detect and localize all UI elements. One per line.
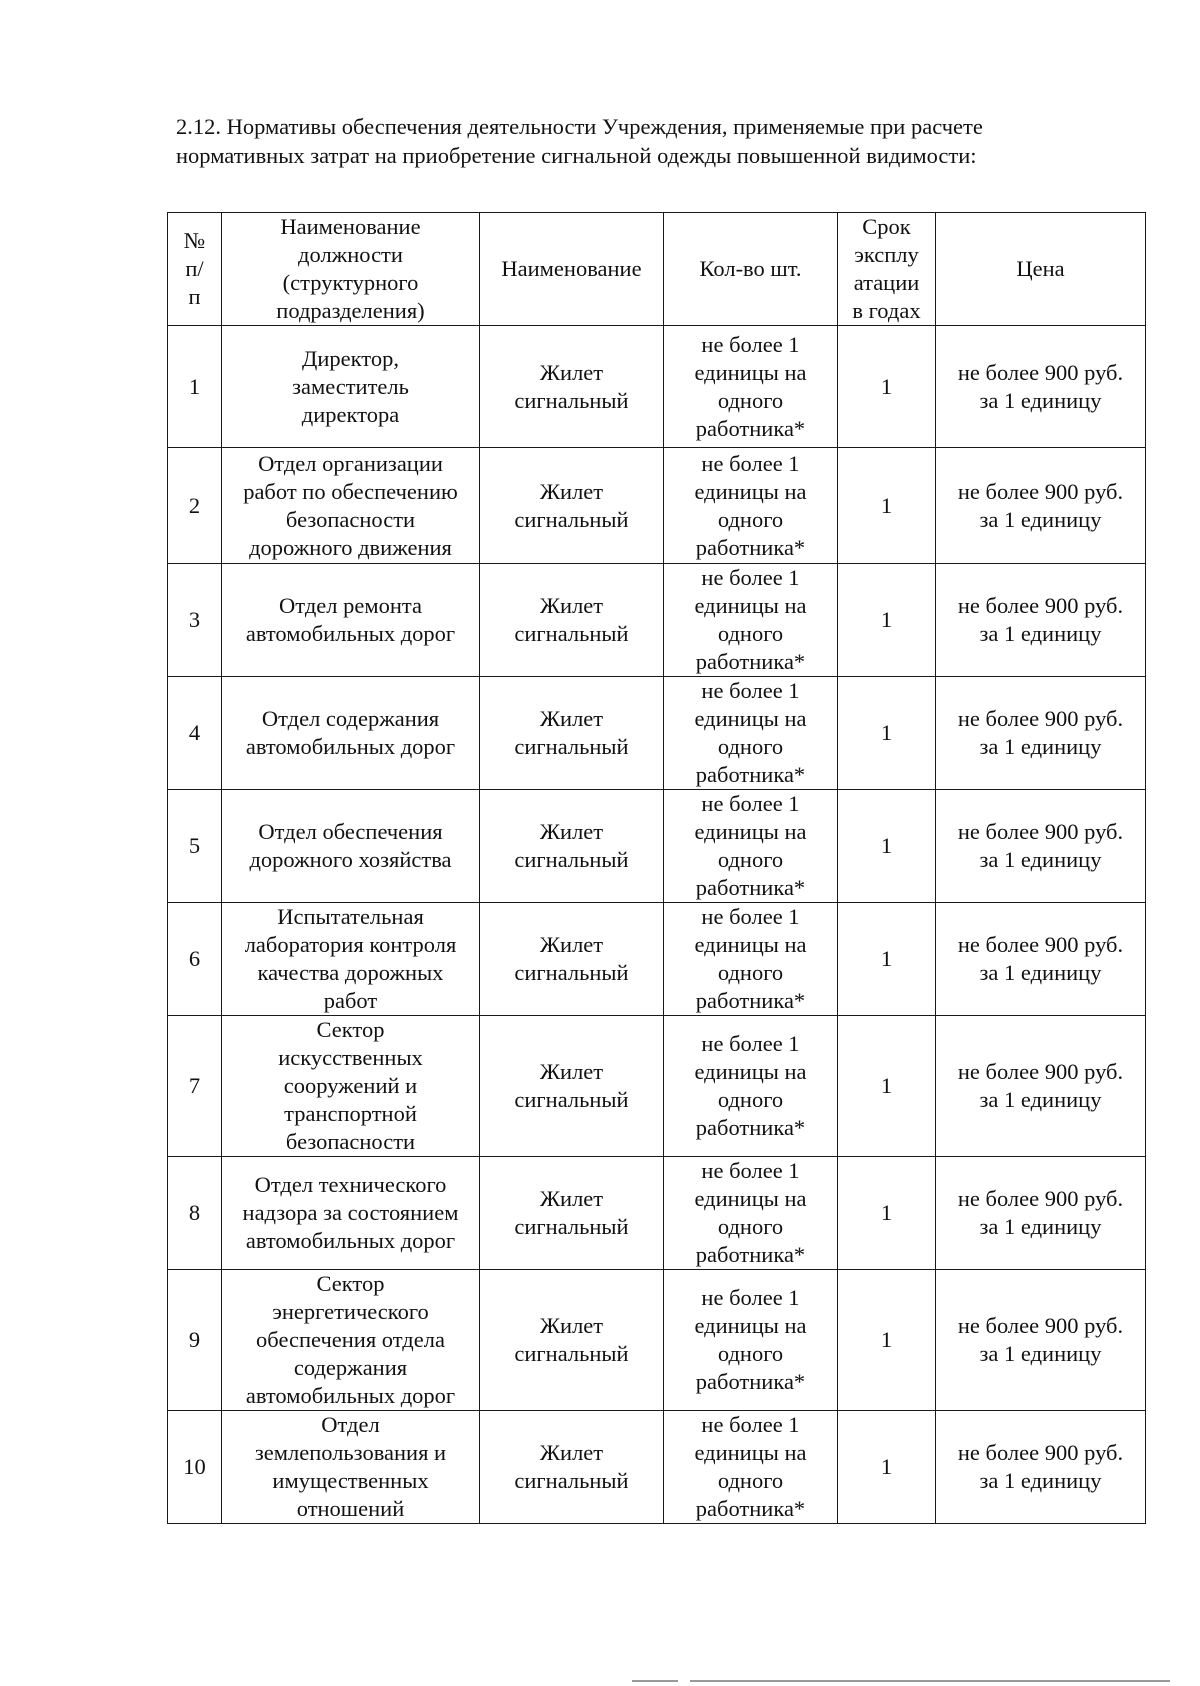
- cell-price: [936, 790, 1146, 903]
- cell-line: Жилет: [539, 932, 604, 957]
- cell-line: сигнальный: [514, 1341, 629, 1366]
- cell-line: Отдел организации: [258, 450, 443, 476]
- cell-line: энергетического: [272, 1299, 429, 1324]
- cell-line: сигнальный: [514, 1214, 629, 1239]
- cell-position: [222, 677, 480, 790]
- cell-line: не более 1: [701, 678, 800, 703]
- cell-position: [222, 1270, 480, 1411]
- cell-term: 1: [838, 564, 936, 677]
- cell-line: работника*: [695, 762, 806, 787]
- cell-price: [936, 448, 1146, 564]
- cell-line: в годах: [852, 298, 921, 323]
- cell-position: [222, 1016, 480, 1157]
- cell-position: [222, 790, 480, 903]
- cell-line: Отдел технического: [254, 1172, 447, 1197]
- cell-qty: [664, 1411, 838, 1524]
- cell-num: 4: [168, 677, 222, 790]
- cell-term: 1: [838, 903, 936, 1016]
- cell-line: сигнальный: [514, 1087, 629, 1112]
- cell-qty: [664, 326, 838, 448]
- table-row: [168, 326, 1146, 448]
- cell-price: [936, 1411, 1146, 1524]
- cell-item: [480, 1016, 664, 1157]
- header-price: [936, 213, 1146, 326]
- cell-line: должности: [298, 242, 403, 267]
- cell-line: одного: [717, 847, 784, 872]
- cell-line: сигнальный: [514, 506, 629, 532]
- cell-qty: [664, 1016, 838, 1157]
- cell-line: работника*: [695, 875, 806, 900]
- cell-line: единицы на: [694, 1186, 807, 1211]
- cell-term: 1: [838, 790, 936, 903]
- cell-line: Кол-во шт.: [699, 256, 802, 281]
- cell-line: Отдел содержания: [261, 706, 440, 731]
- cell-num: 8: [168, 1157, 222, 1270]
- cell-line: автомобильных дорог: [245, 734, 456, 759]
- cell-line: не более 1: [701, 1285, 800, 1310]
- cell-line: землепользования и: [254, 1440, 447, 1465]
- intro-line-2: нормативных затрат на приобретение сигнальной одежды повышенной видимости:: [176, 143, 977, 168]
- cell-line: Жилет: [539, 593, 604, 618]
- cell-line: не более 900 руб.: [957, 359, 1124, 385]
- cell-line: не более 900 руб.: [957, 1186, 1124, 1211]
- cell-line: не более 1: [701, 331, 800, 357]
- cell-line: заместитель: [292, 373, 409, 399]
- table-row: [168, 448, 1146, 564]
- cell-line: №: [183, 228, 206, 253]
- cell-line: отношений: [296, 1496, 405, 1521]
- cell-item: [480, 1411, 664, 1524]
- cell-line: не более 900 руб.: [957, 593, 1124, 618]
- cell-line: единицы на: [694, 359, 807, 385]
- cell-line: атации: [853, 270, 920, 295]
- cell-line: сигнальный: [514, 1468, 629, 1493]
- cell-line: п: [188, 284, 201, 309]
- table-body: [168, 326, 1146, 1524]
- cell-price: [936, 1016, 1146, 1157]
- cell-position: [222, 564, 480, 677]
- cell-num: 6: [168, 903, 222, 1016]
- cell-line: п/: [185, 256, 204, 281]
- cell-line: имущественных: [272, 1468, 429, 1493]
- cell-line: (структурного: [282, 270, 419, 295]
- cell-line: Жилет: [539, 359, 604, 385]
- cell-line: подразделения): [276, 298, 425, 323]
- header-position: [222, 213, 480, 326]
- cell-line: Испытательная: [277, 904, 424, 929]
- cell-line: одного: [717, 506, 784, 532]
- cell-line: Цена: [1016, 256, 1065, 281]
- header-num: [168, 213, 222, 326]
- cell-qty: [664, 677, 838, 790]
- cell-qty: [664, 1157, 838, 1270]
- table-row: [168, 1016, 1146, 1157]
- cell-num: 1: [168, 326, 222, 448]
- cell-position: [222, 448, 480, 564]
- cell-qty: [664, 1270, 838, 1411]
- cell-line: Жилет: [539, 706, 604, 731]
- cell-num: 5: [168, 790, 222, 903]
- cell-line: Жилет: [539, 1059, 604, 1084]
- cell-price: [936, 677, 1146, 790]
- cell-line: одного: [717, 1341, 784, 1366]
- cell-line: за 1 единицу: [979, 621, 1102, 646]
- cell-position: [222, 326, 480, 448]
- cell-term: 1: [838, 326, 936, 448]
- cell-line: за 1 единицу: [979, 1087, 1102, 1112]
- cell-line: работника*: [695, 415, 806, 441]
- cell-line: работника*: [695, 988, 806, 1013]
- cell-num: 2: [168, 448, 222, 564]
- header-item: [480, 213, 664, 326]
- cell-line: не более 1: [701, 904, 800, 929]
- cell-line: единицы на: [694, 819, 807, 844]
- cell-line: Жилет: [539, 1440, 604, 1465]
- cell-line: Наименование: [280, 214, 421, 239]
- cell-line: Сектор: [316, 1271, 385, 1296]
- cell-term: 1: [838, 1016, 936, 1157]
- cell-line: искусственных: [278, 1045, 423, 1070]
- cell-line: работника*: [695, 1369, 806, 1394]
- cell-line: Наименование: [501, 256, 642, 281]
- cell-line: Срок: [862, 214, 911, 239]
- cell-position: [222, 1157, 480, 1270]
- cell-line: не более 900 руб.: [957, 1313, 1124, 1338]
- cell-line: Жилет: [539, 1313, 604, 1338]
- cell-line: одного: [717, 621, 784, 646]
- cell-line: автомобильных дорог: [245, 1383, 456, 1408]
- cell-num: 3: [168, 564, 222, 677]
- cell-num: 10: [168, 1411, 222, 1524]
- cell-term: 1: [838, 1157, 936, 1270]
- table-row: [168, 790, 1146, 903]
- cell-line: Жилет: [539, 1186, 604, 1211]
- cell-line: лаборатория контроля: [244, 932, 457, 957]
- cell-line: работника*: [695, 1496, 806, 1521]
- cell-line: сигнальный: [514, 387, 629, 413]
- cell-line: не более 1: [701, 450, 800, 476]
- cell-price: [936, 326, 1146, 448]
- cell-line: содержания: [293, 1355, 408, 1380]
- cell-item: [480, 677, 664, 790]
- cell-term: 1: [838, 448, 936, 564]
- cell-price: [936, 564, 1146, 677]
- cell-line: директора: [301, 401, 400, 427]
- cell-line: единицы на: [694, 1059, 807, 1084]
- table-row: [168, 1270, 1146, 1411]
- cell-line: Директор,: [302, 345, 399, 371]
- cell-line: единицы на: [694, 1440, 807, 1465]
- cell-item: [480, 564, 664, 677]
- cell-line: одного: [717, 1468, 784, 1493]
- cell-line: работника*: [695, 649, 806, 674]
- table-row: [168, 677, 1146, 790]
- cell-line: не более 900 руб.: [957, 819, 1124, 844]
- cell-line: сигнальный: [514, 847, 629, 872]
- cell-line: Сектор: [316, 1017, 385, 1042]
- cell-line: за 1 единицу: [979, 1341, 1102, 1366]
- cell-line: не более 900 руб.: [957, 478, 1124, 504]
- cell-line: за 1 единицу: [979, 1214, 1102, 1239]
- table-row: [168, 564, 1146, 677]
- cell-line: не более 1: [701, 565, 800, 590]
- cell-line: одного: [717, 734, 784, 759]
- norms-table: [167, 212, 1146, 1524]
- cell-position: [222, 903, 480, 1016]
- cell-line: не более 900 руб.: [957, 1059, 1124, 1084]
- cell-line: за 1 единицу: [979, 847, 1102, 872]
- cell-price: [936, 1157, 1146, 1270]
- cell-line: единицы на: [694, 1313, 807, 1338]
- cell-line: работника*: [695, 1115, 806, 1140]
- cell-line: не более 1: [701, 1158, 800, 1183]
- cell-line: одного: [717, 387, 784, 413]
- cell-term: 1: [838, 677, 936, 790]
- header-term: [838, 213, 936, 326]
- cell-line: одного: [717, 960, 784, 985]
- cell-line: Жилет: [539, 819, 604, 844]
- cell-line: за 1 единицу: [979, 734, 1102, 759]
- table-header-row: [168, 213, 1146, 326]
- cell-line: дорожного движения: [249, 534, 452, 560]
- cell-line: одного: [717, 1214, 784, 1239]
- cell-line: сигнальный: [514, 621, 629, 646]
- cell-line: работ: [323, 988, 378, 1013]
- cell-line: сооружений и: [283, 1073, 418, 1098]
- cell-line: единицы на: [694, 932, 807, 957]
- cell-qty: [664, 790, 838, 903]
- cell-item: [480, 326, 664, 448]
- cell-term: 1: [838, 1270, 936, 1411]
- cell-qty: [664, 903, 838, 1016]
- cell-line: не более 1: [701, 1412, 800, 1437]
- table-row: [168, 1411, 1146, 1524]
- cell-line: работ по обеспечению: [243, 478, 458, 504]
- cell-line: не более 1: [701, 1031, 800, 1056]
- cell-line: безопасности: [285, 1129, 416, 1154]
- cell-line: работника*: [695, 534, 806, 560]
- cell-item: [480, 448, 664, 564]
- cell-line: Отдел: [321, 1412, 380, 1437]
- cell-line: автомобильных дорог: [245, 621, 456, 646]
- cell-num: 9: [168, 1270, 222, 1411]
- cell-line: Отдел ремонта: [279, 593, 422, 618]
- cell-item: [480, 903, 664, 1016]
- cell-position: [222, 1411, 480, 1524]
- cell-line: качества дорожных: [257, 960, 444, 985]
- cell-price: [936, 903, 1146, 1016]
- cell-line: за 1 единицу: [979, 506, 1102, 532]
- cell-line: единицы на: [694, 478, 807, 504]
- cell-item: [480, 790, 664, 903]
- cell-line: одного: [717, 1087, 784, 1112]
- cell-line: единицы на: [694, 593, 807, 618]
- intro-line-1: 2.12. Нормативы обеспечения деятельности Учреждения, применяемые при расчете: [176, 114, 983, 139]
- footer-rule-short: [632, 1680, 678, 1682]
- cell-term: 1: [838, 1411, 936, 1524]
- cell-num: 7: [168, 1016, 222, 1157]
- cell-line: не более 900 руб.: [957, 1440, 1124, 1465]
- cell-line: единицы на: [694, 706, 807, 731]
- cell-line: эксплу: [854, 242, 919, 267]
- intro-paragraph: [176, 112, 1088, 170]
- cell-line: не более 900 руб.: [957, 706, 1124, 731]
- table-row: [168, 1157, 1146, 1270]
- cell-price: [936, 1270, 1146, 1411]
- cell-line: сигнальный: [514, 734, 629, 759]
- cell-line: за 1 единицу: [979, 387, 1102, 413]
- cell-line: Отдел обеспечения: [258, 819, 443, 844]
- cell-qty: [664, 448, 838, 564]
- cell-line: за 1 единицу: [979, 1468, 1102, 1493]
- cell-qty: [664, 564, 838, 677]
- table-row: [168, 903, 1146, 1016]
- cell-line: Жилет: [539, 478, 604, 504]
- cell-line: работника*: [695, 1242, 806, 1267]
- cell-line: безопасности: [285, 506, 416, 532]
- cell-line: автомобильных дорог: [245, 1228, 456, 1253]
- cell-line: не более 900 руб.: [957, 932, 1124, 957]
- cell-line: не более 1: [701, 791, 800, 816]
- footer-rule-long: [690, 1680, 1170, 1682]
- cell-line: надзора за состоянием: [242, 1200, 459, 1225]
- header-qty: [664, 213, 838, 326]
- cell-line: обеспечения отдела: [256, 1327, 445, 1352]
- cell-line: сигнальный: [514, 960, 629, 985]
- cell-item: [480, 1157, 664, 1270]
- cell-item: [480, 1270, 664, 1411]
- cell-line: транспортной: [284, 1101, 417, 1126]
- cell-line: за 1 единицу: [979, 960, 1102, 985]
- cell-line: дорожного хозяйства: [249, 847, 452, 872]
